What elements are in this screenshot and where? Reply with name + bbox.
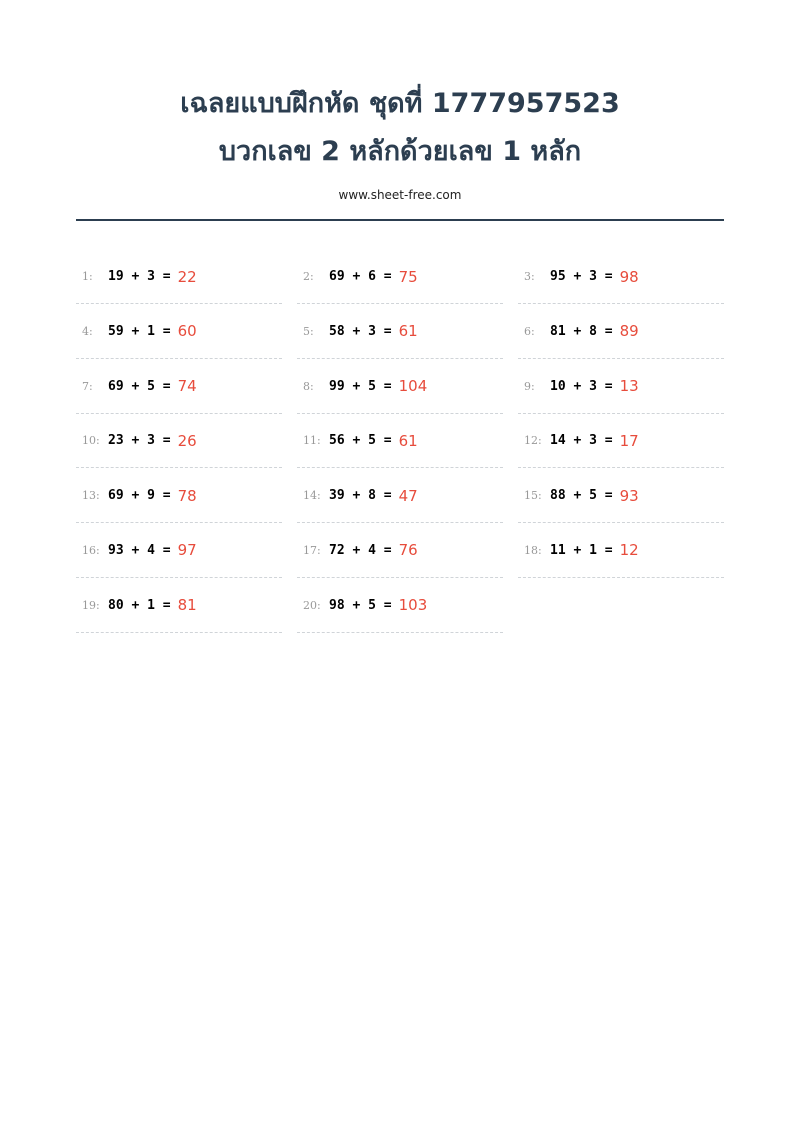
problem-expression: 59 + 1 = [108,323,171,339]
problem-item [297,469,503,523]
problem-number: 1: [82,270,93,283]
problem-expression: 39 + 8 = [329,488,392,504]
problem-item [76,414,282,468]
source-url: www.sheet-free.com [338,188,462,202]
problem-expression: 56 + 5 = [329,433,392,449]
problem-expression: 69 + 6 = [329,269,392,284]
header-divider [76,219,724,221]
problem-item [297,579,503,633]
problem-item [76,524,282,578]
problem-number: 13: [82,489,100,503]
problem-expression: 95 + 3 = [550,269,613,284]
problem-expression: 69 + 5 = [108,378,171,394]
problem-number: 12: [524,434,542,448]
problem-item [518,524,724,578]
problem-expression: 19 + 3 = [108,269,171,284]
problem-answer: 61 [398,431,418,450]
problem-answer: 60 [177,322,197,341]
problem-answer: 78 [177,486,197,505]
problem-expression: 23 + 3 = [108,433,171,449]
problem-number: 15: [524,489,542,503]
problem-answer: 104 [398,377,428,396]
problem-answer: 26 [177,431,197,450]
problem-item [76,360,282,414]
problem-item [518,250,724,304]
problem-answer: 93 [619,486,639,505]
problem-number: 18: [524,543,542,557]
problem-number: 4: [82,324,93,338]
problem-answer: 17 [619,431,639,450]
problem-item [76,305,282,359]
problem-number: 20: [303,598,321,612]
problem-item [297,250,503,304]
page-title: เฉลยแบบฝึกหัด ชุดที่ 1777957523 [180,88,620,119]
problem-expression: 72 + 4 = [329,542,392,558]
problem-expression: 93 + 4 = [108,542,171,558]
problem-number: 11: [303,434,321,448]
problem-expression: 14 + 3 = [550,433,613,449]
problem-item [76,469,282,523]
problem-item [297,305,503,359]
problem-answer: 76 [398,541,418,560]
problem-answer: 12 [619,541,639,560]
problem-item [76,579,282,633]
problem-item [297,524,503,578]
problem-item [518,414,724,468]
problem-expression: 80 + 1 = [108,597,171,613]
problem-number: 5: [303,324,314,338]
problem-expression: 88 + 5 = [550,488,613,504]
problem-item [518,469,724,523]
problem-expression: 10 + 3 = [550,378,613,394]
problem-expression: 58 + 3 = [329,323,392,339]
worksheet-header [76,80,724,202]
problem-number: 19: [82,598,100,612]
page-subtitle: บวกเลข 2 หลักด้วยเลข 1 หลัก [218,136,582,167]
problem-answer: 74 [177,377,197,396]
problem-answer: 89 [619,322,639,341]
problem-answer: 98 [619,267,639,286]
problem-item [76,250,282,304]
problem-answer: 103 [398,596,428,615]
problem-number: 16: [82,543,100,557]
problem-expression: 98 + 5 = [329,597,392,613]
problem-number: 9: [524,379,535,393]
problem-number: 8: [303,379,314,393]
problem-number: 17: [303,543,321,557]
problem-expression: 81 + 8 = [550,323,613,339]
problem-answer: 97 [177,541,197,560]
problem-answer: 13 [619,377,639,396]
problem-item [518,360,724,414]
problem-answer: 22 [177,267,197,286]
problem-number: 7: [82,379,93,393]
problem-item [518,305,724,359]
problem-expression: 69 + 9 = [108,488,171,504]
problem-number: 3: [524,270,535,283]
problem-number: 2: [303,270,314,283]
problem-answer: 47 [398,486,418,505]
problem-answer: 61 [398,322,418,341]
problem-expression: 99 + 5 = [329,378,392,394]
problem-item [297,414,503,468]
problem-number: 6: [524,324,535,338]
problem-expression: 11 + 1 = [550,542,613,558]
problem-answer: 81 [177,596,197,615]
problem-item [297,360,503,414]
problem-number: 14: [303,489,321,503]
problem-answer: 75 [398,267,418,286]
problem-grid [76,250,724,634]
problem-number: 10: [82,434,100,448]
